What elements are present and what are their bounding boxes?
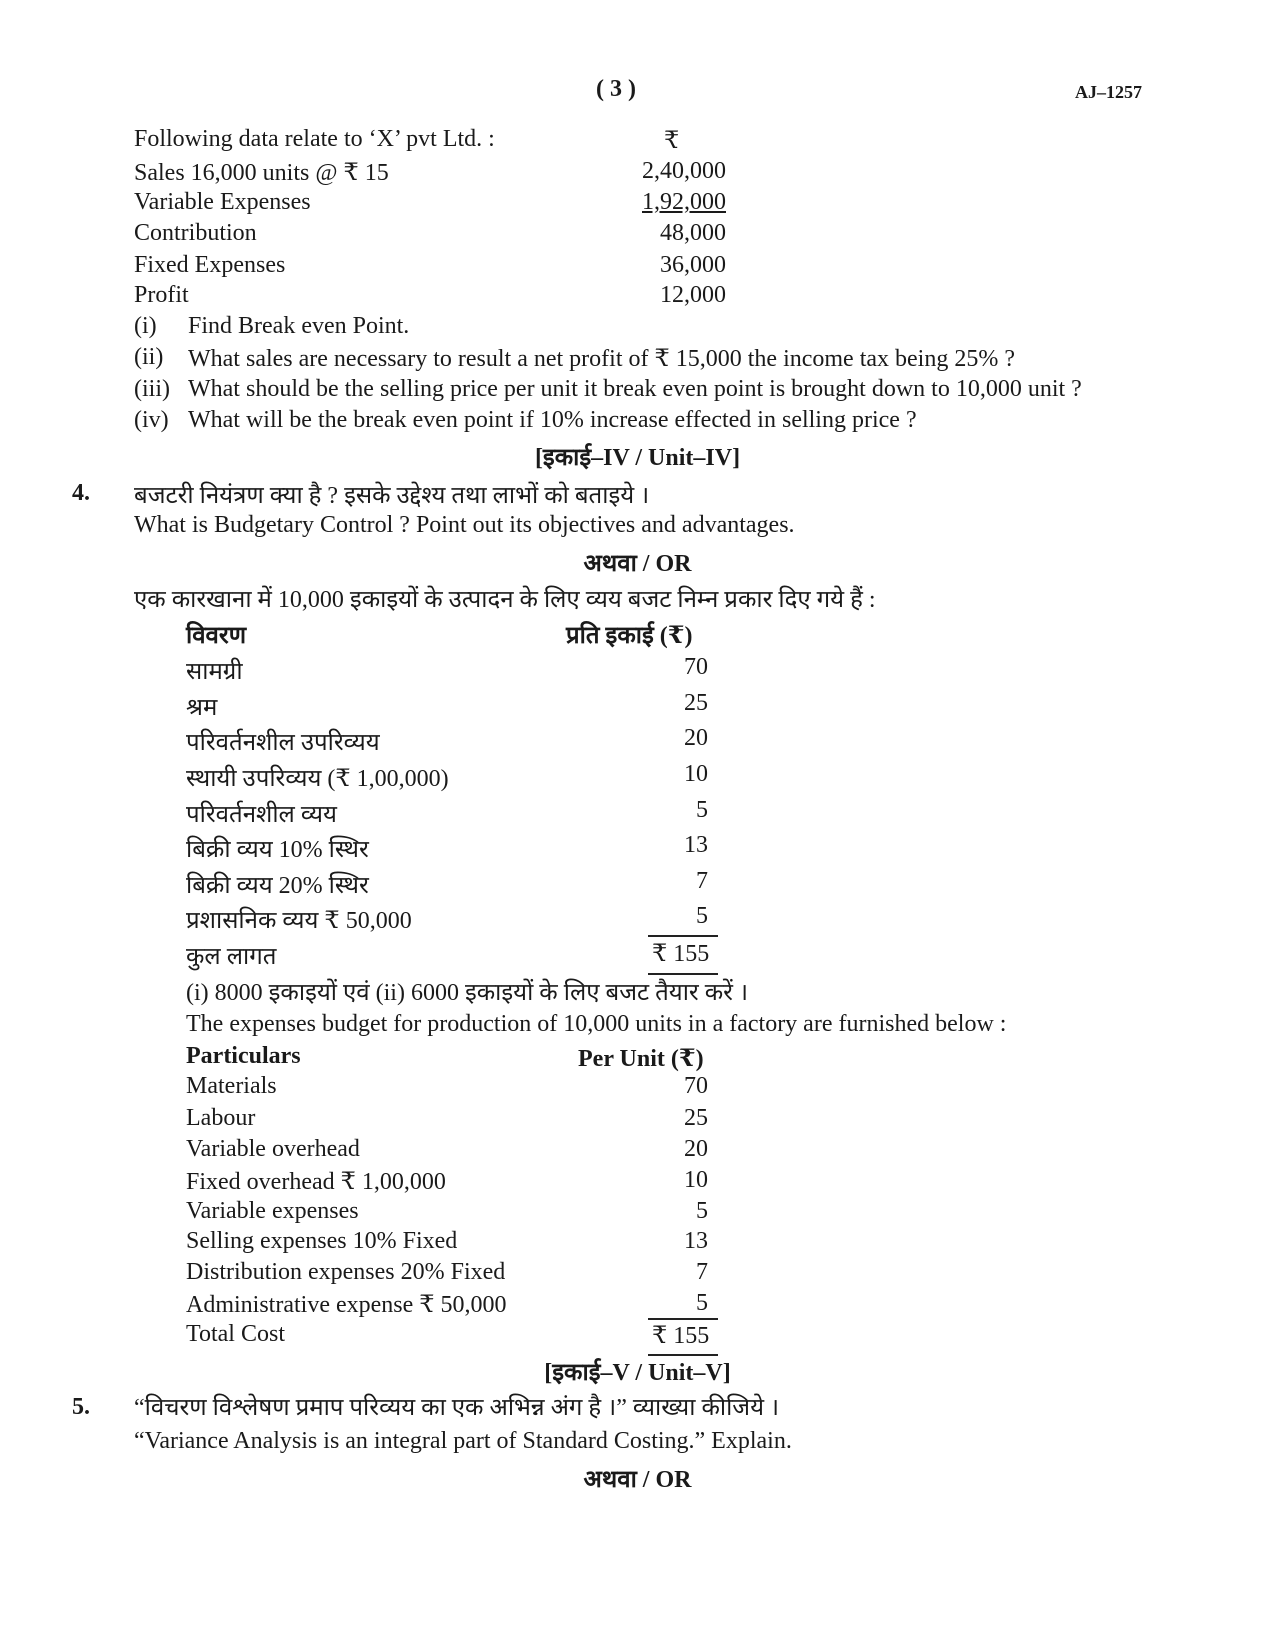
- q3b-row-label: Contribution: [134, 220, 257, 246]
- hindi-table-label: बिक्री व्यय 10% स्थिर: [186, 837, 369, 863]
- english-table-label: Variable overhead: [186, 1136, 360, 1162]
- english-table-value: 10: [684, 1167, 708, 1193]
- q3b-row-value: 36,000: [660, 252, 726, 278]
- english-table-label: Labour: [186, 1105, 256, 1131]
- q4-hindi-intro: एक कारखाना में 10,000 इकाइयों के उत्पादन के लिए व्यय बजट निम्न प्रकार दिए गये हैं :: [134, 587, 876, 613]
- q3b-row-value: 1,92,000: [642, 189, 726, 215]
- english-table-value: 13: [684, 1228, 708, 1254]
- english-table-label: Selling expenses 10% Fixed: [186, 1228, 458, 1254]
- subq-num: (i): [134, 313, 157, 339]
- q5-hindi: “विचरण विश्लेषण प्रमाप परिव्यय का एक अभिन्न अंग है ।” व्याख्या कीजिये ।: [134, 1395, 780, 1421]
- english-table-value: 70: [684, 1073, 708, 1099]
- hindi-table-col1: विवरण: [186, 623, 247, 649]
- q4-english: What is Budgetary Control ? Point out its objectives and advantages.: [134, 512, 795, 538]
- q4-hindi: बजटरी नियंत्रण क्या है ? इसके उद्देश्य तथा लाभों को बताइये ।: [134, 483, 650, 509]
- hindi-table-label: प्रशासनिक व्यय ₹ 50,000: [186, 908, 412, 934]
- q3b-intro: Following data relate to ‘X’ pvt Ltd. :: [134, 126, 495, 152]
- hindi-table-value: 20: [684, 725, 708, 751]
- subq-text: What should be the selling price per unit it break even point is brought down to 10,000 unit ?: [188, 376, 1082, 402]
- english-table-col1: Particulars: [186, 1043, 301, 1069]
- q3b-row-label: Profit: [134, 282, 189, 308]
- q3b-row-value: 48,000: [660, 220, 726, 246]
- english-table-total-value: ₹ 155: [652, 1323, 710, 1349]
- subq-num: (ii): [134, 344, 164, 370]
- q3b-currency-header: ₹: [664, 128, 680, 154]
- hindi-table-value: 13: [684, 832, 708, 858]
- hindi-table-value: 10: [684, 761, 708, 787]
- hindi-table-label: सामग्री: [186, 659, 243, 685]
- q3b-row-label: Variable Expenses: [134, 189, 311, 215]
- hindi-table-label: बिक्री व्यय 20% स्थिर: [186, 873, 369, 899]
- english-table-label: Variable expenses: [186, 1198, 359, 1224]
- hindi-table-total-value: ₹ 155: [652, 941, 710, 967]
- q3b-row-value: 12,000: [660, 282, 726, 308]
- english-table-value: 5: [696, 1198, 708, 1224]
- hindi-table-value: 5: [696, 797, 708, 823]
- q3b-row-label: Fixed Expenses: [134, 252, 286, 278]
- hindi-table-total-label: कुल लागत: [186, 944, 277, 970]
- unit-heading: [इकाई–V / Unit–V]: [544, 1360, 731, 1386]
- hindi-table-value: 7: [696, 868, 708, 894]
- hindi-table-value: 25: [684, 690, 708, 716]
- hindi-table-label: स्थायी उपरिव्यय (₹ 1,00,000): [186, 766, 449, 792]
- subq-text: What sales are necessary to result a net profit of ₹ 15,000 the income tax being 25% ?: [188, 346, 1015, 372]
- q5-english: “Variance Analysis is an integral part of Standard Costing.” Explain.: [134, 1428, 792, 1454]
- q4-hindi-task: (i) 8000 इकाइयों एवं (ii) 6000 इकाइयों के लिए बजट तैयार करें ।: [186, 980, 749, 1006]
- hindi-table-label: परिवर्तनशील उपरिव्यय: [186, 730, 380, 756]
- subq-num: (iv): [134, 407, 169, 433]
- english-table-label: Materials: [186, 1073, 277, 1099]
- english-table-value: 25: [684, 1105, 708, 1131]
- question-number: 4.: [72, 480, 90, 506]
- english-table-label: Administrative expense ₹ 50,000: [186, 1292, 507, 1318]
- english-table-value: 5: [696, 1290, 708, 1316]
- english-table-value: 7: [696, 1259, 708, 1285]
- page-number: ( 3 ): [596, 76, 636, 102]
- subq-text: What will be the break even point if 10% increase effected in selling price ?: [188, 407, 917, 433]
- subq-text: Find Break even Point.: [188, 313, 410, 339]
- english-table-total-label: Total Cost: [186, 1321, 285, 1347]
- hindi-table-label: परिवर्तनशील व्यय: [186, 802, 337, 828]
- english-table-label: Fixed overhead ₹ 1,00,000: [186, 1169, 446, 1195]
- english-table-label: Distribution expenses 20% Fixed: [186, 1259, 506, 1285]
- or-separator: अथवा / OR: [583, 551, 692, 577]
- hindi-table-value: 70: [684, 654, 708, 680]
- q4-english-intro: The expenses budget for production of 10,000 units in a factory are furnished below :: [186, 1011, 1007, 1037]
- english-table-value: 20: [684, 1136, 708, 1162]
- hindi-table-label: श्रम: [186, 695, 218, 721]
- subq-num: (iii): [134, 376, 170, 402]
- hindi-table-col2: प्रति इकाई (₹): [566, 623, 693, 649]
- english-table-col2: Per Unit (₹): [578, 1046, 704, 1072]
- q3b-row-label: Sales 16,000 units @ ₹ 15: [134, 160, 389, 186]
- or-separator: अथवा / OR: [583, 1467, 692, 1493]
- q3b-row-value: 2,40,000: [642, 158, 726, 184]
- hindi-table-value: 5: [696, 903, 708, 929]
- unit-heading: [इकाई–IV / Unit–IV]: [534, 445, 741, 471]
- paper-code: AJ–1257: [1075, 82, 1142, 102]
- question-number: 5.: [72, 1394, 90, 1420]
